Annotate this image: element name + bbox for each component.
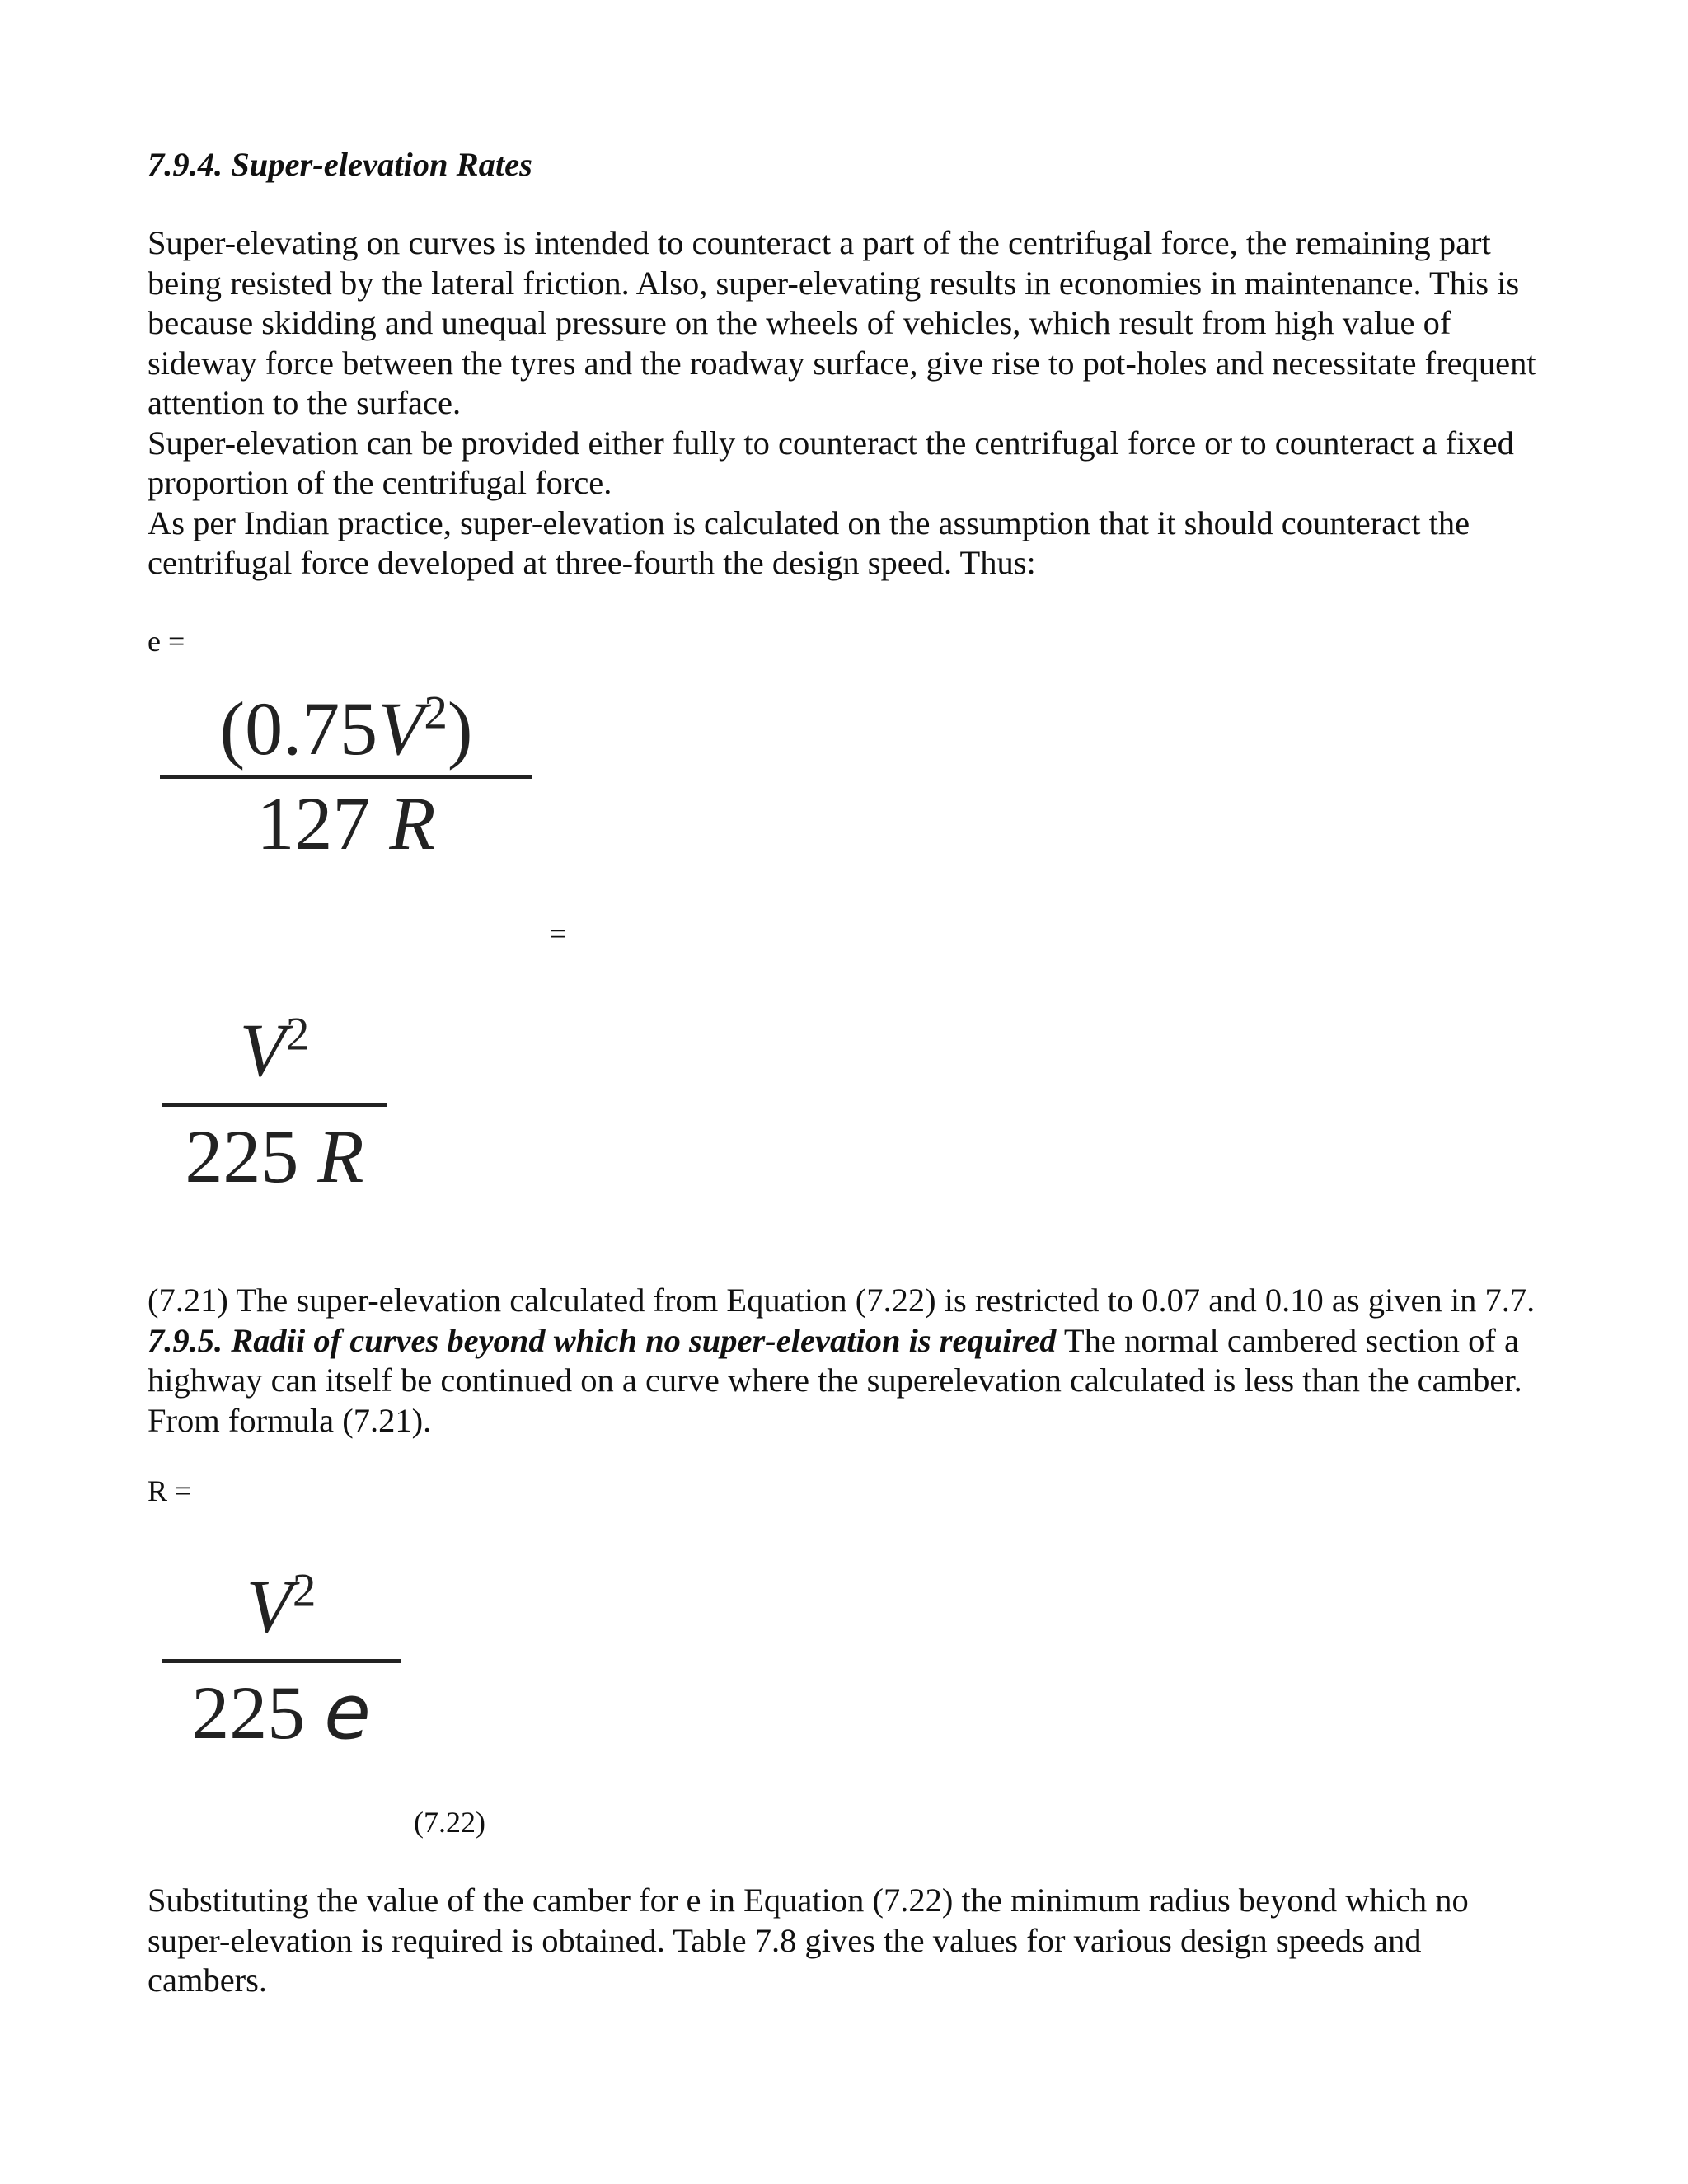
equation-lhs-e: e =	[148, 625, 185, 658]
intro-paragraph	[148, 223, 1540, 583]
fraction-denominator: 127 R	[256, 781, 436, 865]
section-heading: 7.9.4. Super-elevation Rates	[148, 146, 532, 183]
equals-sign: =	[550, 917, 567, 950]
text-line: highway can itself be continued on a curve where the superelevation calculated is less than the camber.	[148, 1361, 1522, 1399]
fraction-numerator: $V^2$	[239, 1008, 310, 1092]
text-line: As per Indian practice, super-elevation is calculated on the assumption that it should counteract the	[148, 504, 1470, 541]
equation-number: (7.22)	[414, 1806, 485, 1839]
text-line: Substituting the value of the camber for e in Equation (7.22) the minimum radius beyond which no	[148, 1882, 1469, 1919]
fraction-denominator: 225 e	[191, 1668, 371, 1756]
text-line: Super-elevating on curves is intended to counteract a part of the centrifugal force, the remaining part	[148, 224, 1491, 261]
fraction-denominator: 225 R	[185, 1114, 364, 1198]
fraction-v2-over-225e	[162, 1554, 401, 1762]
text-line	[148, 1321, 1540, 1361]
fraction-numerator: $V^2$	[246, 1564, 316, 1648]
equation-lhs-r: R =	[148, 1474, 192, 1507]
text-line: Super-elevation can be provided either fully to counteract the centrifugal force or to counteract a fixed	[148, 424, 1514, 462]
text-line: (7.21) The super-elevation calculated from Equation (7.22) is restricted to 0.07 and 0.10 as given in 7.7.	[148, 1282, 1536, 1319]
conclusion-paragraph	[148, 1881, 1540, 2001]
text-fragment: The normal cambered section of a	[1056, 1321, 1520, 1359]
text-line: cambers.	[148, 1961, 268, 1999]
fraction-0-75v2-over-127r	[160, 684, 532, 868]
text-line: centrifugal force developed at three-fourth the design speed. Thus:	[148, 544, 1036, 581]
text-line: because skidding and unequal pressure on the wheels of vehicles, which result from high value of	[148, 304, 1451, 341]
text-line: From formula (7.21).	[148, 1401, 432, 1439]
text-line: proportion of the centrifugal force.	[148, 464, 612, 501]
text-line: sideway force between the tyres and the roadway surface, give rise to pot-holes and necessitate frequent	[148, 344, 1536, 382]
fraction-v2-over-225r	[162, 997, 387, 1206]
text-line: being resisted by the lateral friction. Also, super-elevating results in economies in maintenance. This is	[148, 264, 1520, 302]
fraction-numerator: $(0.75V^2)$	[219, 687, 473, 771]
text-line: attention to the surface.	[148, 384, 462, 421]
subsection-heading: 7.9.5. Radii of curves beyond which no super-elevation is required	[148, 1321, 1057, 1359]
restriction-paragraph	[148, 1281, 1540, 1441]
text-line: super-elevation is required is obtained. Table 7.8 gives the values for various design speeds and	[148, 1921, 1422, 1959]
